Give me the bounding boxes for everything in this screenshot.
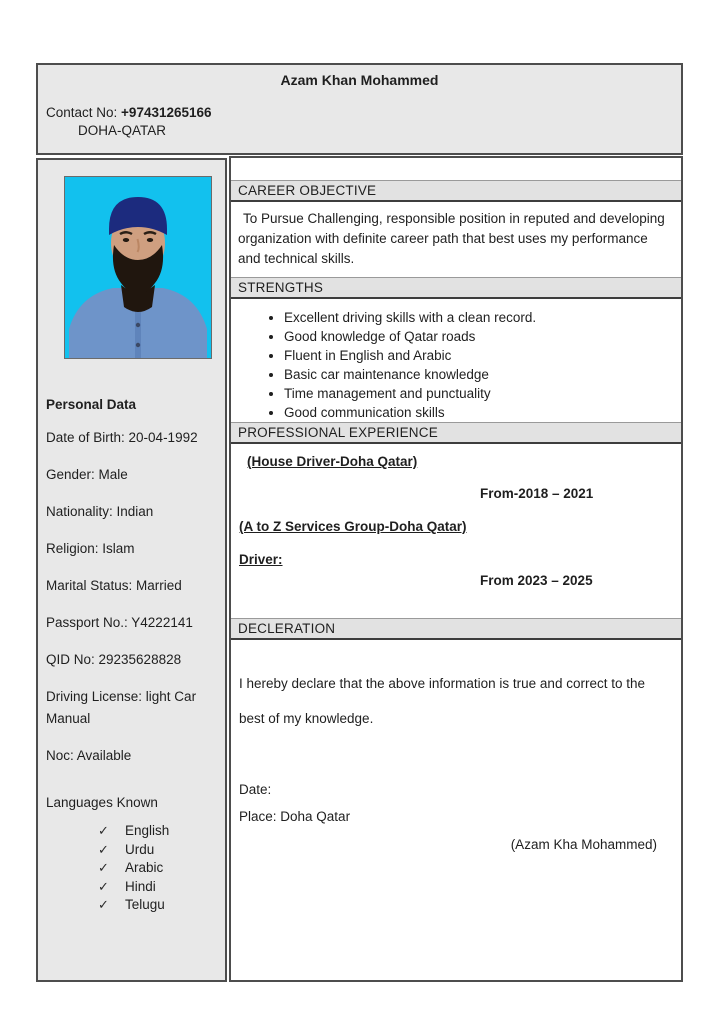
check-icon: ✓ [98, 860, 109, 875]
contact-label: Contact No: [46, 105, 122, 120]
header [36, 63, 683, 155]
personal-data-field: Gender: Male [46, 467, 128, 482]
strength-item: • Good communication skills [284, 403, 681, 422]
strengths-list [231, 308, 681, 422]
section-heading-professional-experience: PROFESSIONAL EXPERIENCE [231, 422, 681, 444]
personal-data-field: Religion: Islam [46, 541, 135, 556]
language-item [98, 878, 225, 897]
signature-name: (Azam Kha Mohammed) [510, 837, 657, 852]
experience-entry-title: (House Driver-Doha Qatar) [247, 454, 418, 469]
language-label: Arabic [125, 860, 164, 875]
personal-data-field: Nationality: Indian [46, 504, 154, 519]
declaration-date: Date: [239, 782, 272, 797]
language-item [98, 822, 225, 841]
portrait-illustration [65, 177, 211, 358]
experience-entry-period: From 2023 – 2025 [480, 573, 593, 588]
check-icon: ✓ [98, 823, 109, 838]
strength-item: • Fluent in English and Arabic [284, 346, 681, 365]
experience-entry-title: (A to Z Services Group-Doha Qatar) [239, 519, 467, 534]
language-item [98, 896, 225, 915]
personal-data-field: Passport No.: Y4222141 [46, 615, 193, 630]
contact-number: +97431265166 [121, 105, 212, 120]
sidebar [36, 158, 227, 982]
declaration-place: Place: Doha Qatar [239, 809, 351, 824]
candidate-name: Azam Khan Mohammed [280, 72, 439, 88]
check-icon: ✓ [98, 878, 109, 894]
declaration-text: I hereby declare that the above information is true and correct to the best of my knowledge. [239, 676, 645, 726]
career-objective-text: To Pursue Challenging, responsible position in reputed and developing organization with definite career path that best uses my performance and technical skills. [238, 211, 665, 266]
section-heading-career-objective: CAREER OBJECTIVE [231, 180, 681, 202]
main-content [229, 156, 683, 982]
languages-list [98, 822, 225, 915]
strength-item: • Time management and punctuality [284, 384, 681, 403]
personal-data-field: Noc: Available [46, 748, 132, 763]
experience-entry-period: From-2018 – 2021 [480, 486, 594, 501]
personal-data-field: QID No: 29235628828 [46, 652, 182, 667]
personal-data-field: Marital Status: Married [46, 578, 182, 593]
strength-item: • Basic car maintenance knowledge [284, 365, 681, 384]
personal-data-field: Date of Birth: 20-04-1992 [46, 430, 198, 445]
languages-title: Languages Known [46, 795, 158, 810]
section-heading-strengths: STRENGTHS [231, 277, 681, 299]
portrait-photo [64, 176, 212, 359]
strength-item: • Excellent driving skills with a clean record. [284, 308, 681, 327]
language-label: Telugu [125, 897, 165, 912]
section-heading-declaration: DECLERATION [231, 618, 681, 640]
experience-section [231, 444, 681, 594]
personal-data-field: Driving License: light Car Manual [46, 689, 197, 726]
personal-data-fields [46, 427, 217, 767]
language-item [98, 841, 225, 860]
contact-line [46, 105, 681, 120]
check-icon: ✓ [98, 841, 109, 857]
check-icon: ✓ [98, 897, 109, 912]
language-label: English [125, 823, 170, 838]
language-item [98, 859, 225, 878]
strength-item: • Good knowledge of Qatar roads [284, 327, 681, 346]
personal-data-title: Personal Data [46, 397, 137, 412]
location: DOHA-QATAR [78, 123, 167, 138]
language-label: Hindi [125, 878, 156, 894]
language-label: Urdu [125, 841, 155, 857]
declaration-section [231, 666, 681, 852]
experience-entry-role: Driver: [239, 552, 283, 567]
